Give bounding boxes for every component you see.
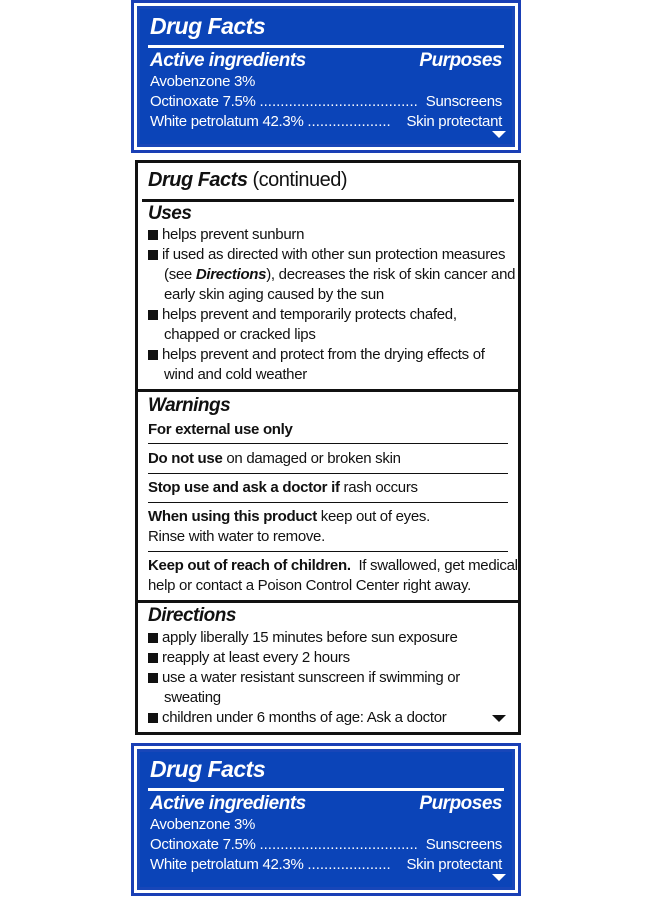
panel-title: Drug Facts [150, 13, 266, 39]
ingredient-name: Octinoxate 7.5% [150, 93, 256, 110]
drug-facts-panel-bottom [131, 743, 521, 896]
when-using-bold: When using this product [148, 508, 317, 525]
ingredient-name: Octinoxate 7.5% [150, 836, 256, 853]
divider [148, 45, 504, 48]
divider [148, 788, 504, 791]
bullet-icon [148, 250, 158, 260]
panel-inner [140, 752, 512, 887]
uses-heading: Uses [148, 203, 192, 224]
list-item-text: (see [164, 266, 196, 283]
list-item [148, 226, 510, 243]
when-using-text [148, 508, 510, 525]
list-item-text: use a water resistant sunscreen if swimming or [162, 669, 460, 686]
divider [148, 551, 508, 552]
ingredient-row [150, 73, 502, 90]
list-item [148, 709, 510, 726]
ingredient-purpose: Skin protectant [406, 113, 502, 130]
bullet-icon [148, 713, 158, 723]
bullet-icon [148, 350, 158, 360]
when-using-rest: keep out of eyes. [316, 508, 430, 525]
list-item [148, 326, 510, 343]
list-item-text: ), decreases the risk of skin cancer and [266, 266, 516, 283]
list-item-text: apply liberally 15 minutes before sun exposure [162, 629, 458, 646]
list-item-text: chapped or cracked lips [164, 326, 316, 343]
directions-heading: Directions [148, 605, 236, 626]
list-item-text: helps prevent and protect from the drying effects of [162, 346, 485, 363]
list-item-text: wind and cold weather [164, 366, 307, 383]
continued-title [148, 169, 347, 192]
ingredient-row [150, 113, 502, 130]
bullet-icon [148, 673, 158, 683]
external-use-text: For external use only [148, 421, 293, 438]
keep-out-bold: Keep out of reach of children. [148, 557, 351, 574]
header-left: Active ingredients [150, 793, 306, 814]
arrow-down-icon [492, 715, 506, 722]
bullet-icon [148, 310, 158, 320]
panel-inner [140, 9, 512, 144]
list-item [148, 366, 510, 383]
leader-dots: .................... [307, 856, 391, 873]
ingredient-row [150, 856, 502, 873]
do-not-use-rest: on damaged or broken skin [222, 450, 401, 467]
ingredient-row [150, 836, 502, 853]
panel-title: Drug Facts [150, 756, 266, 782]
warnings-heading: Warnings [148, 395, 231, 416]
active-ingredients-header [150, 50, 502, 72]
stop-use-text [148, 479, 510, 496]
bullet-icon [148, 633, 158, 643]
list-item [148, 669, 510, 686]
ingredient-name: White petrolatum 42.3% [150, 113, 304, 130]
divider [148, 473, 508, 474]
active-ingredients-header [150, 793, 502, 815]
leader-dots: ...................................... [259, 93, 418, 110]
stop-use-bold: Stop use and ask a doctor if [148, 479, 340, 496]
do-not-use-text [148, 450, 510, 467]
ingredient-purpose: Sunscreens [425, 93, 502, 110]
list-item [148, 629, 510, 646]
list-item [148, 246, 510, 263]
continued-title-bold: Drug Facts [148, 169, 248, 191]
ingredient-name: Avobenzone 3% [150, 73, 256, 90]
ingredient-purpose: Sunscreens [425, 836, 502, 853]
leader-dots: .................... [307, 113, 391, 130]
keep-out-line2: help or contact a Poison Control Center right away. [148, 577, 471, 594]
header-right: Purposes [419, 793, 502, 814]
arrow-down-icon [492, 131, 506, 138]
ingredient-row [150, 93, 502, 110]
when-using-line2: Rinse with water to remove. [148, 528, 325, 545]
divider [138, 389, 518, 392]
ingredient-name: Avobenzone 3% [150, 816, 256, 833]
list-item-text: children under 6 months of age: Ask a doctor [162, 709, 447, 726]
header-right: Purposes [419, 50, 502, 71]
list-item [148, 306, 510, 323]
list-item [148, 689, 510, 706]
do-not-use-bold: Do not use [148, 450, 223, 467]
ingredient-purpose: Skin protectant [406, 856, 502, 873]
ingredient-row [150, 816, 502, 833]
list-item [148, 266, 516, 283]
list-item [148, 286, 510, 303]
arrow-down-icon [492, 874, 506, 881]
list-item [148, 649, 510, 666]
divider [142, 199, 514, 202]
divider [148, 443, 508, 444]
list-item-text: early skin aging caused by the sun [164, 286, 384, 303]
list-item-text: if used as directed with other sun protection measures [162, 246, 506, 263]
list-item-text: helps prevent sunburn [162, 226, 305, 243]
header-left: Active ingredients [150, 50, 306, 71]
drug-facts-panel-top [131, 0, 521, 153]
ingredient-name: White petrolatum 42.3% [150, 856, 304, 873]
divider [148, 502, 508, 503]
keep-out-rest: If swallowed, get medical [350, 557, 518, 574]
keep-out-text [148, 557, 518, 574]
stop-use-rest: rash occurs [339, 479, 418, 496]
leader-dots: ...................................... [259, 836, 418, 853]
list-item [148, 346, 510, 363]
drug-facts-continued [135, 160, 521, 735]
bullet-icon [148, 653, 158, 663]
list-item-text: helps prevent and temporarily protects chafed, [162, 306, 457, 323]
list-item-text: sweating [164, 689, 221, 706]
bullet-icon [148, 230, 158, 240]
divider [138, 600, 518, 603]
list-item-text: reapply at least every 2 hours [162, 649, 350, 666]
list-item-bold: Directions [195, 266, 267, 283]
continued-title-rest: (continued) [247, 169, 348, 191]
